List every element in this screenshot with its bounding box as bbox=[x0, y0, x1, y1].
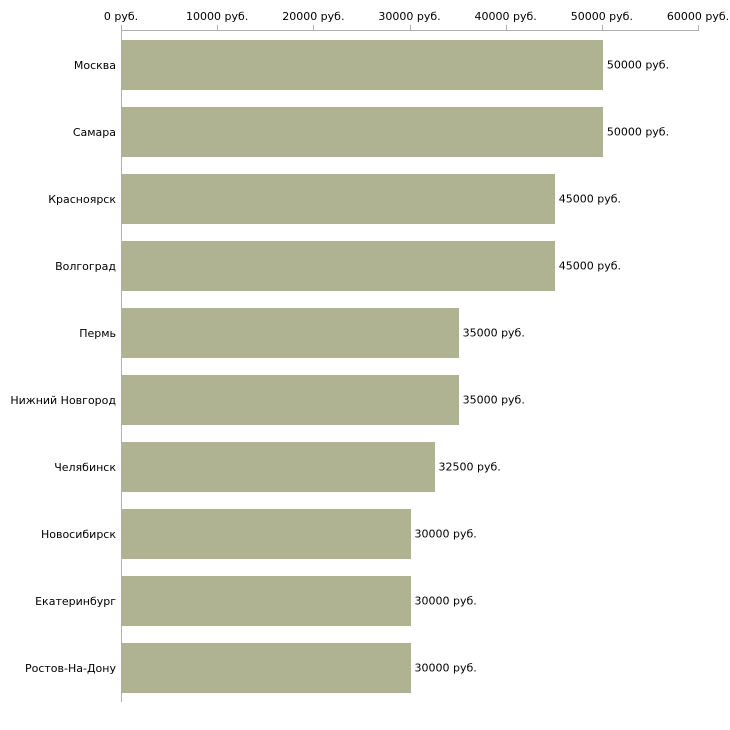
category-label: Нижний Новгород bbox=[10, 394, 116, 408]
category-label: Ростов-На-Дону bbox=[24, 662, 116, 676]
bar[interactable] bbox=[122, 40, 603, 90]
bar-value-label: 35000 руб. bbox=[462, 326, 525, 340]
bar-row bbox=[122, 375, 699, 425]
category-label: Новосибирск bbox=[40, 528, 116, 542]
x-axis-tick-label: 50000 руб. bbox=[570, 10, 633, 23]
x-axis-tick-label: 20000 руб. bbox=[282, 10, 345, 23]
category-label: Екатеринбург bbox=[35, 595, 116, 609]
bar[interactable] bbox=[122, 576, 411, 626]
bar-row bbox=[122, 241, 699, 291]
plot-area bbox=[122, 31, 699, 702]
x-axis-tick-label: 10000 руб. bbox=[186, 10, 249, 23]
x-axis-tick-label: 0 руб. bbox=[103, 10, 139, 23]
x-axis-tick-mark bbox=[506, 25, 507, 30]
bar[interactable] bbox=[122, 509, 411, 559]
bar[interactable] bbox=[122, 643, 411, 693]
category-label: Красноярск bbox=[48, 192, 116, 206]
x-axis-tick-mark bbox=[217, 25, 218, 30]
x-axis-tick-mark bbox=[698, 25, 699, 30]
bar-value-label: 30000 руб. bbox=[414, 594, 477, 608]
bar-value-label: 32500 руб. bbox=[438, 460, 501, 474]
bar-value-label: 30000 руб. bbox=[414, 527, 477, 541]
bar[interactable] bbox=[122, 107, 603, 157]
bar-row bbox=[122, 107, 699, 157]
bar[interactable] bbox=[122, 241, 555, 291]
bar-value-label: 45000 руб. bbox=[558, 259, 622, 273]
x-axis-tick-label: 60000 руб. bbox=[666, 10, 730, 23]
bar-row bbox=[122, 576, 699, 626]
x-axis-tick-mark bbox=[602, 25, 603, 30]
x-axis-tick-label: 40000 руб. bbox=[474, 10, 537, 23]
category-label: Челябинск bbox=[54, 461, 116, 475]
x-axis-tick-label: 30000 руб. bbox=[378, 10, 441, 23]
bar[interactable] bbox=[122, 174, 555, 224]
x-axis-tick-mark bbox=[313, 25, 314, 30]
bar-row bbox=[122, 509, 699, 559]
bar-row bbox=[122, 174, 699, 224]
category-label: Волгоград bbox=[55, 259, 116, 273]
bar-value-label: 45000 руб. bbox=[558, 192, 622, 206]
x-axis-tick-mark bbox=[410, 25, 411, 30]
bar-row bbox=[122, 40, 699, 90]
bar[interactable] bbox=[122, 375, 459, 425]
bar-value-label: 50000 руб. bbox=[606, 125, 670, 139]
category-label: Москва bbox=[73, 58, 116, 72]
bar-row bbox=[122, 442, 699, 492]
bar[interactable] bbox=[122, 442, 435, 492]
bar-row bbox=[122, 643, 699, 693]
category-label: Пермь bbox=[79, 326, 116, 340]
x-axis-tick-mark bbox=[121, 25, 122, 30]
bar-row bbox=[122, 308, 699, 358]
bar-value-label: 30000 руб. bbox=[414, 661, 477, 675]
bar-value-label: 50000 руб. bbox=[606, 58, 670, 72]
bar-value-label: 35000 руб. bbox=[462, 393, 525, 407]
bar[interactable] bbox=[122, 308, 459, 358]
category-label: Самара bbox=[72, 125, 116, 139]
